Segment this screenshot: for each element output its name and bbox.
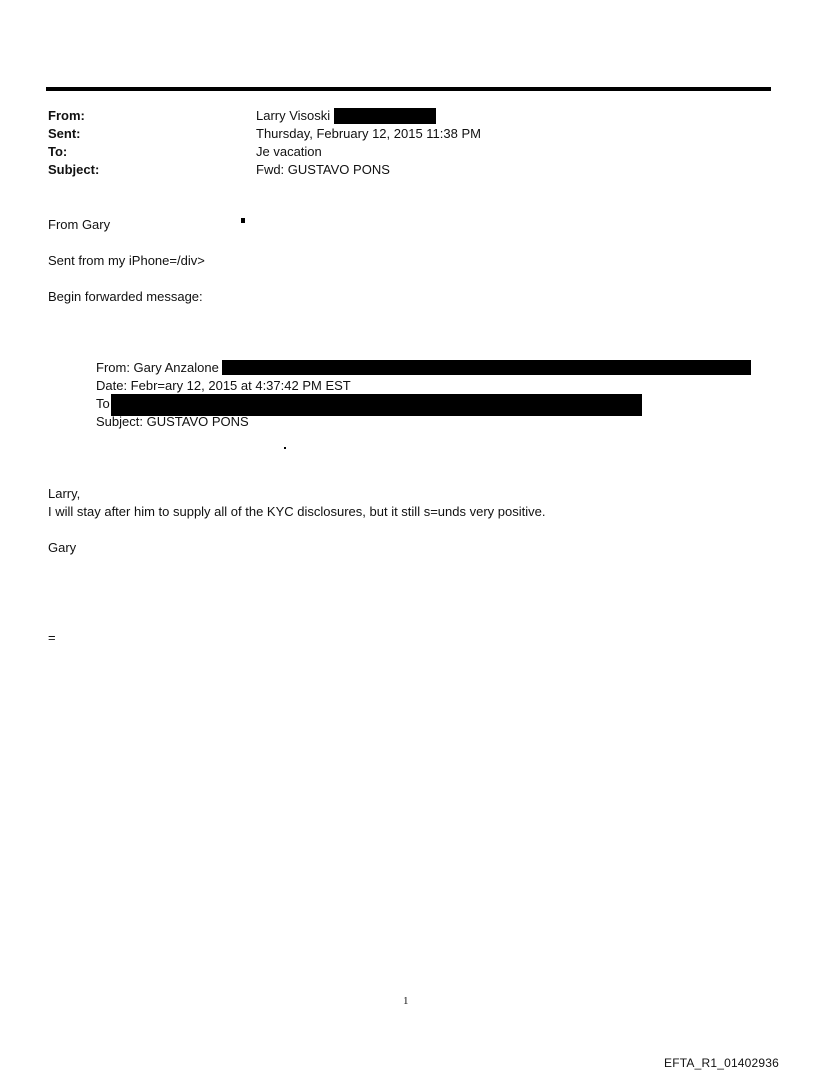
sent-value: Thursday, February 12, 2015 11:38 PM — [256, 126, 481, 141]
header-divider — [46, 87, 771, 91]
greeting-line: Larry, — [48, 486, 81, 501]
sent-from-iphone-line: Sent from my iPhone=/div> — [48, 253, 205, 268]
forwarded-date-line: Date: Febr=ary 12, 2015 at 4:37:42 PM EST — [96, 378, 351, 393]
redaction-mark-small — [241, 218, 245, 223]
message-line-1: I will stay after him to supply all of the KYC disclosures, but it still s=unds very positive. — [48, 504, 546, 519]
page-number: 1 — [403, 995, 409, 1007]
forwarded-to-line: To — [96, 396, 110, 411]
from-value: Larry Visoski — [256, 108, 331, 123]
redaction-box-from — [334, 108, 436, 124]
document-id: EFTA_R1_01402936 — [664, 1056, 780, 1070]
from-label: From: — [48, 108, 85, 123]
stray-dot — [284, 447, 286, 449]
sent-label: Sent: — [48, 126, 81, 141]
signature-line: Gary — [48, 540, 77, 555]
forwarded-from-line: From: Gary Anzalone — [96, 360, 219, 375]
from-gary-line: From Gary — [48, 217, 111, 232]
forwarded-subject-line: Subject: GUSTAVO PONS — [96, 414, 249, 429]
begin-forwarded-line: Begin forwarded message: — [48, 289, 203, 304]
trailing-equals: = — [48, 630, 56, 645]
to-value: Je vacation — [256, 144, 322, 159]
subject-value: Fwd: GUSTAVO PONS — [256, 162, 390, 177]
to-label: To: — [48, 144, 68, 159]
redaction-box-forwarded-from — [222, 360, 751, 375]
subject-label: Subject: — [48, 162, 100, 177]
